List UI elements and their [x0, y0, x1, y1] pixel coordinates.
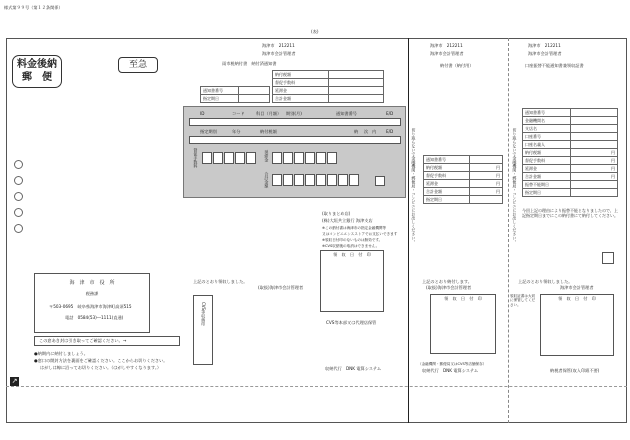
- digit-box: [283, 174, 293, 186]
- return-note-box: [34, 336, 180, 346]
- punch-hole: [14, 224, 23, 233]
- ocr-label: 次: [364, 129, 369, 134]
- unit: 円: [469, 188, 502, 196]
- unit: 円: [570, 165, 618, 173]
- col-a-issuer-sub: 海津市会計管理者: [430, 51, 464, 56]
- ocr-row-2: [189, 136, 401, 144]
- row-label: 金融機関名: [523, 117, 571, 125]
- row-label: 督促手数料: [424, 172, 470, 180]
- note-line: ※CVS収納後の取消はできません。: [322, 244, 380, 248]
- col-b-receipt-note: 領収証書は大切に保管してください。: [510, 294, 536, 307]
- digit-box: [305, 152, 315, 164]
- row-label: 口座名義人: [523, 141, 571, 149]
- unit: 円: [469, 164, 502, 172]
- row-label: 合計金額: [424, 188, 470, 196]
- ocr-label: 期別(月): [286, 111, 302, 116]
- vertical-label: 督促手数料: [193, 148, 199, 168]
- ocr-label: E/D: [386, 111, 394, 116]
- address-city: 海 津 市 役 所: [69, 280, 115, 286]
- stamp-top: 料金後納: [17, 59, 57, 70]
- vertical-label: 合計金額: [264, 172, 270, 188]
- col-b-bank: 海津市会計管理者: [560, 285, 594, 290]
- divider: [508, 38, 509, 423]
- section1-title: 雨市税納付書 納付済通知書: [222, 61, 277, 66]
- ocr-label: 通知書番号: [336, 111, 357, 116]
- unit: 円: [570, 157, 618, 165]
- col-a-issuer: 海津市 212211: [430, 43, 463, 48]
- ocr-label: 納: [354, 129, 359, 134]
- address-postal: 〒503-0695 岐阜県海津市海津町高須515: [49, 303, 132, 309]
- section1-issuer: 海津市 212211: [262, 43, 295, 48]
- ocr-label: 納付税額: [260, 129, 277, 134]
- row-label: 合計金額: [523, 173, 571, 181]
- urgent-box: 至急: [118, 57, 158, 73]
- row-label: 通知書番号: [424, 156, 470, 164]
- digit-box: [327, 174, 337, 186]
- digit-box: [375, 176, 385, 186]
- bottom-note: はがしは線に沿ってお切りください。（はがしやすくなります。）: [40, 365, 162, 370]
- middle-stamp-box: [320, 250, 384, 312]
- col-a-title: 納付書（納付用）: [440, 63, 474, 68]
- date-label: 領 収 日 付 印: [333, 252, 371, 257]
- col-a-footer: （金融機関・郵便局又はCVS等店舗保存）: [418, 362, 487, 366]
- row-label: 振替不能期日: [523, 181, 571, 189]
- digit-box: [316, 174, 326, 186]
- unit: 円: [469, 180, 502, 188]
- note-line: (株)大垣共立銀行 海津支店: [322, 218, 373, 223]
- row-label: 通知書番号: [201, 87, 239, 95]
- digit-box: [316, 152, 326, 164]
- row-label: 通知書番号: [523, 109, 571, 117]
- bottom-note: ●納期内に納付しましょう。: [34, 351, 88, 356]
- cvs-vertical: CVS等収納印: [201, 302, 207, 327]
- ocr-row-1: [189, 118, 401, 126]
- note-line: ※この納付書は海津市の指定金融機関等: [322, 226, 387, 230]
- row-label: 支店名: [523, 125, 571, 133]
- row-label: 指定期日: [201, 95, 239, 103]
- col-a-bank: (取扱)海津市会計管理者: [426, 285, 472, 290]
- top-mark: (表): [311, 29, 319, 34]
- digit-box: [235, 152, 245, 164]
- cvs-label: CVS等本部又は代理店保管: [326, 320, 377, 325]
- middle-notice: 上記のとおり領収しました。: [193, 279, 248, 284]
- row-label: 延滞金: [523, 165, 571, 173]
- row-label: 合計金額: [273, 95, 329, 103]
- middle-footer: 収納代行 DNK 電算システム: [325, 366, 382, 371]
- punch-hole: [14, 160, 23, 169]
- row-label: 納付税額: [424, 164, 470, 172]
- bottom-note: ●窓口の開封方法を裏面をご確認ください。ここからお切りください。: [34, 358, 168, 363]
- date-label: 領 収 日 付 印: [558, 296, 596, 301]
- vertical-label: 延滞金: [264, 150, 270, 162]
- note-line: 又はコンビニエンスストアでお支払いできます: [322, 232, 398, 236]
- address-window: [34, 273, 150, 333]
- digit-box: [294, 152, 304, 164]
- digit-box: [246, 152, 256, 164]
- cvs-stamp-box: [193, 295, 213, 365]
- digit-box: [283, 152, 293, 164]
- row-label: 納付税額: [273, 71, 329, 79]
- address-dept: 税務課: [85, 291, 99, 296]
- ocr-label: 指定期別: [200, 129, 217, 134]
- arrow-icon: ↗: [11, 377, 18, 385]
- digit-box: [294, 174, 304, 186]
- col-b-issuer: 海津市 212211: [528, 43, 561, 48]
- col-b-notice: 上記のとおり領収しました。: [518, 279, 573, 284]
- stamp-bottom: 郵 便: [22, 72, 52, 83]
- row-label: 指定期日: [523, 189, 571, 197]
- row-label: 督促手数料: [523, 157, 571, 165]
- section1-amount-table: [272, 70, 384, 103]
- digit-box: [213, 152, 223, 164]
- punch-hole: [14, 176, 23, 185]
- col-b-table: [522, 108, 618, 197]
- col-b-stamp-box: [540, 294, 614, 356]
- col-a-stamp-box: [430, 294, 496, 354]
- unit: 円: [570, 173, 618, 181]
- digit-box: [338, 174, 348, 186]
- punch-hole: [14, 192, 23, 201]
- unit: 円: [570, 149, 618, 157]
- row-label: 納付税額: [523, 149, 571, 157]
- digit-box: [305, 174, 315, 186]
- return-note: この窓あき封は引き取ってご確認ください。→: [39, 338, 127, 343]
- punch-hole: [14, 208, 23, 217]
- date-label: 領 収 日 付 印: [444, 296, 482, 301]
- note-line: ※領収日付印のないものは無効です。: [322, 238, 383, 242]
- col-a-notice: 上記のとおり納付します。: [422, 279, 472, 284]
- divider: [408, 38, 409, 423]
- digit-box: [224, 152, 234, 164]
- section1-issuer-sub: 海津市会計管理者: [262, 51, 296, 56]
- col-b-small-box: [602, 252, 614, 264]
- notes-title: (取りまとめ店): [322, 211, 351, 216]
- digit-box: [272, 152, 282, 164]
- digit-box: [272, 174, 282, 186]
- ocr-label: 内: [372, 129, 377, 134]
- col-a-table: [423, 155, 503, 204]
- row-label: 延滞金: [424, 180, 470, 188]
- digit-box: [327, 152, 337, 164]
- ocr-label: 年分: [232, 129, 241, 134]
- ocr-label: E/D: [386, 129, 394, 134]
- col-b-issuer-sub: 海津市会計管理者: [528, 51, 562, 56]
- col-a-vertical-note: 切り取らないで金融機関・郵便局・コンビニにお出しください。: [411, 128, 417, 244]
- col-a-footer2: 収納代行 DNK 電算システム: [422, 368, 479, 373]
- unit: 円: [469, 172, 502, 180]
- digit-box: [202, 152, 212, 164]
- ocr-label: コード: [232, 111, 245, 116]
- digit-box: [349, 174, 359, 186]
- col-b-footer: 納税者保管(収入印紙不要): [550, 368, 600, 373]
- row-label: 指定期日: [424, 196, 470, 204]
- address-tel: 電話 0584(53)―1111(直通): [65, 314, 124, 320]
- col-b-instruction: 今回上記の理由により振替不能となりましたので、上記指定期日までにこの納付書にて納付してください。: [522, 208, 618, 219]
- section1-sub-table: [200, 86, 270, 103]
- col-b-vertical-note: 切り取らないで金融機関・郵便局・コンビニにお出しください。: [512, 128, 518, 244]
- ocr-label: ID: [200, 111, 205, 116]
- ocr-label: 科目（月額）: [256, 111, 282, 116]
- row-label: 口座番号: [523, 133, 571, 141]
- middle-bank: (取扱)海津市会計管理者: [258, 285, 304, 290]
- perforation-line: [6, 386, 627, 387]
- row-label: 延滞金: [273, 87, 329, 95]
- form-number: 様式第９９号（第１２条関係）: [4, 5, 63, 10]
- col-b-title: 口座振替不能通知書兼領収証書: [525, 63, 584, 68]
- row-label: 督促手数料: [273, 79, 329, 87]
